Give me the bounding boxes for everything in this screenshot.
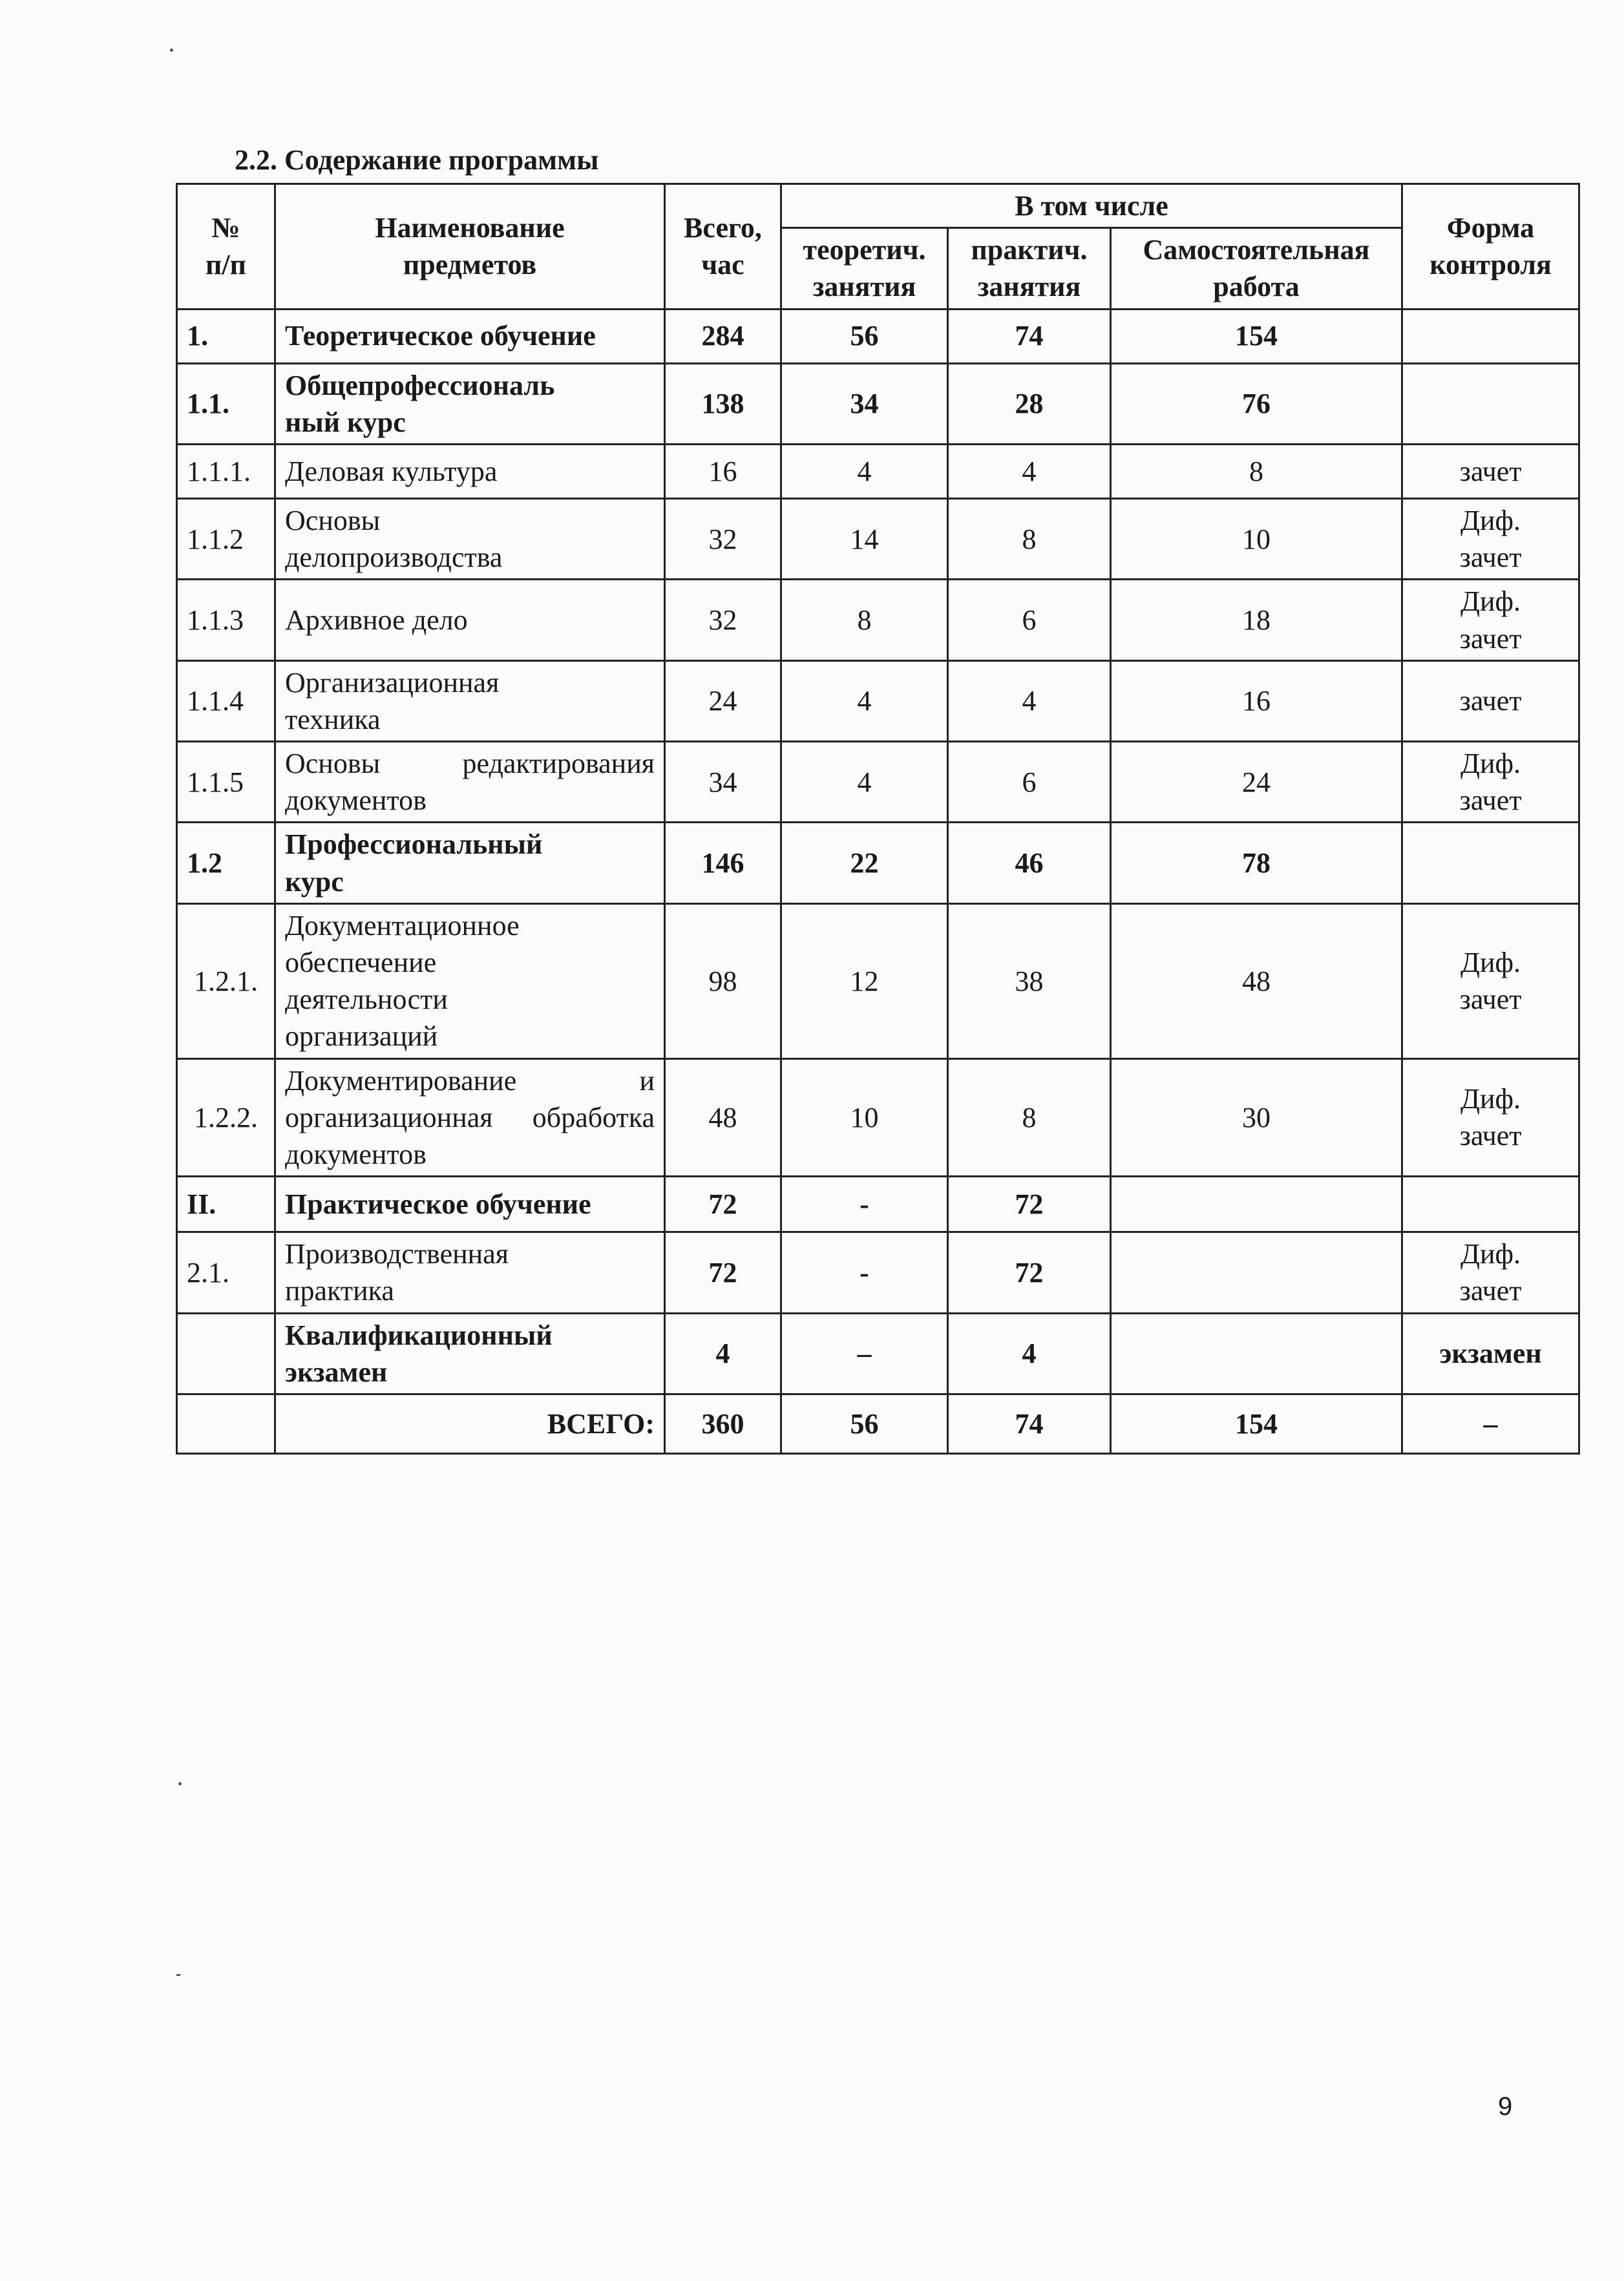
cell-practice: 4 xyxy=(948,1313,1111,1394)
cell-total: 98 xyxy=(665,903,781,1058)
cell-theory: 12 xyxy=(781,903,948,1058)
cell-num: 1.2.1. xyxy=(177,903,275,1058)
cell-total: 138 xyxy=(665,363,781,444)
cell-self: 78 xyxy=(1111,823,1402,903)
header-practice: практич. занятия xyxy=(948,228,1111,309)
cell-total: 72 xyxy=(665,1232,781,1313)
table-row xyxy=(177,580,1579,660)
cell-name: Деловая культура xyxy=(275,444,665,498)
table-row xyxy=(177,498,1579,579)
header-name: Наименование предметов xyxy=(275,184,665,310)
header-num: № п/п xyxy=(177,184,275,310)
cell-total: 72 xyxy=(665,1177,781,1232)
cell-theory: - xyxy=(781,1232,948,1313)
cell-name: Организационная техника xyxy=(275,660,665,741)
table-row xyxy=(177,903,1579,1058)
cell-total: 48 xyxy=(665,1058,781,1177)
cell-self: 48 xyxy=(1111,903,1402,1058)
header-control: Форма контроля xyxy=(1402,184,1579,310)
cell-control: зачет xyxy=(1402,444,1579,498)
cell-control: Диф. зачет xyxy=(1402,742,1579,823)
table-row xyxy=(177,660,1579,741)
cell-theory: 56 xyxy=(781,1394,948,1453)
table-row xyxy=(177,1177,1579,1232)
cell-theory: – xyxy=(781,1313,948,1394)
table-row xyxy=(177,742,1579,823)
cell-control: Диф. зачет xyxy=(1402,1058,1579,1177)
cell-name: Профессиональный курс xyxy=(275,823,665,903)
cell-num: 2.1. xyxy=(177,1232,275,1313)
cell-self: 154 xyxy=(1111,1394,1402,1453)
cell-num: 1.2 xyxy=(177,823,275,903)
program-table xyxy=(176,183,1580,1455)
cell-control: Диф. зачет xyxy=(1402,903,1579,1058)
cell-control xyxy=(1402,823,1579,903)
cell-total: 146 xyxy=(665,823,781,903)
table-row xyxy=(177,1394,1579,1453)
cell-num: 1.1.3 xyxy=(177,580,275,660)
cell-practice: 4 xyxy=(948,444,1111,498)
cell-num: 1. xyxy=(177,309,275,363)
cell-num: II. xyxy=(177,1177,275,1232)
cell-theory: 8 xyxy=(781,580,948,660)
cell-theory: 22 xyxy=(781,823,948,903)
cell-total: 34 xyxy=(665,742,781,823)
cell-control xyxy=(1402,1177,1579,1232)
cell-control: Диф. зачет xyxy=(1402,1232,1579,1313)
cell-practice: 72 xyxy=(948,1177,1111,1232)
cell-practice: 46 xyxy=(948,823,1111,903)
header-total: Всего, час xyxy=(665,184,781,310)
cell-name: Практическое обучение xyxy=(275,1177,665,1232)
cell-theory: 14 xyxy=(781,498,948,579)
cell-self: 10 xyxy=(1111,498,1402,579)
scan-speck xyxy=(170,48,173,52)
cell-total: 16 xyxy=(665,444,781,498)
cell-control: зачет xyxy=(1402,660,1579,741)
cell-self: 30 xyxy=(1111,1058,1402,1177)
cell-practice: 6 xyxy=(948,742,1111,823)
cell-control xyxy=(1402,363,1579,444)
cell-name: Архивное дело xyxy=(275,580,665,660)
cell-name: Производственная практика xyxy=(275,1232,665,1313)
cell-practice: 74 xyxy=(948,309,1111,363)
cell-control: – xyxy=(1402,1394,1579,1453)
cell-name: Основы делопроизводства xyxy=(275,498,665,579)
table-row xyxy=(177,309,1579,363)
table-row xyxy=(177,363,1579,444)
cell-name: ВСЕГО: xyxy=(275,1394,665,1453)
cell-total: 4 xyxy=(665,1313,781,1394)
cell-num: 1.2.2. xyxy=(177,1058,275,1177)
cell-theory: - xyxy=(781,1177,948,1232)
table-row xyxy=(177,823,1579,903)
cell-name: Квалификационный экзамен xyxy=(275,1313,665,1394)
header-selfwork: Самостоятельная работа xyxy=(1111,228,1402,309)
cell-num xyxy=(177,1313,275,1394)
cell-total: 32 xyxy=(665,580,781,660)
cell-theory: 4 xyxy=(781,742,948,823)
cell-practice: 38 xyxy=(948,903,1111,1058)
cell-num xyxy=(177,1394,275,1453)
cell-theory: 4 xyxy=(781,444,948,498)
table-row xyxy=(177,1232,1579,1313)
cell-control: экзамен xyxy=(1402,1313,1579,1394)
cell-self: 8 xyxy=(1111,444,1402,498)
cell-total: 360 xyxy=(665,1394,781,1453)
cell-practice: 72 xyxy=(948,1232,1111,1313)
cell-name: Документирование и организационная обработка документов xyxy=(275,1058,665,1177)
table-row xyxy=(177,1313,1579,1394)
cell-self xyxy=(1111,1232,1402,1313)
cell-self xyxy=(1111,1177,1402,1232)
cell-self: 24 xyxy=(1111,742,1402,823)
header-theory: теоретич. занятия xyxy=(781,228,948,309)
cell-control: Диф. зачет xyxy=(1402,580,1579,660)
header-including: В том числе xyxy=(781,184,1402,228)
cell-self: 18 xyxy=(1111,580,1402,660)
cell-theory: 56 xyxy=(781,309,948,363)
cell-name: Общепрофессиональ ный курс xyxy=(275,363,665,444)
cell-practice: 4 xyxy=(948,660,1111,741)
cell-theory: 4 xyxy=(781,660,948,741)
section-title: 2.2. Содержание программы xyxy=(235,144,599,176)
cell-practice: 6 xyxy=(948,580,1111,660)
cell-practice: 8 xyxy=(948,498,1111,579)
cell-theory: 10 xyxy=(781,1058,948,1177)
cell-control: Диф. зачет xyxy=(1402,498,1579,579)
cell-self: 154 xyxy=(1111,309,1402,363)
scan-speck xyxy=(178,1782,182,1785)
cell-total: 32 xyxy=(665,498,781,579)
cell-name: Теоретическое обучение xyxy=(275,309,665,363)
cell-num: 1.1.1. xyxy=(177,444,275,498)
page-number: 9 xyxy=(1498,2092,1513,2121)
cell-practice: 8 xyxy=(948,1058,1111,1177)
table-row xyxy=(177,1058,1579,1177)
cell-self xyxy=(1111,1313,1402,1394)
cell-theory: 34 xyxy=(781,363,948,444)
table-row xyxy=(177,444,1579,498)
cell-practice: 28 xyxy=(948,363,1111,444)
cell-num: 1.1.2 xyxy=(177,498,275,579)
cell-name: Основы редактирования документов xyxy=(275,742,665,823)
cell-self: 16 xyxy=(1111,660,1402,741)
cell-self: 76 xyxy=(1111,363,1402,444)
cell-total: 24 xyxy=(665,660,781,741)
cell-num: 1.1.4 xyxy=(177,660,275,741)
cell-num: 1.1. xyxy=(177,363,275,444)
cell-name: Документационное обеспечение деятельности организаций xyxy=(275,903,665,1058)
cell-control xyxy=(1402,309,1579,363)
scan-speck xyxy=(176,1974,181,1976)
cell-num: 1.1.5 xyxy=(177,742,275,823)
cell-practice: 74 xyxy=(948,1394,1111,1453)
cell-total: 284 xyxy=(665,309,781,363)
